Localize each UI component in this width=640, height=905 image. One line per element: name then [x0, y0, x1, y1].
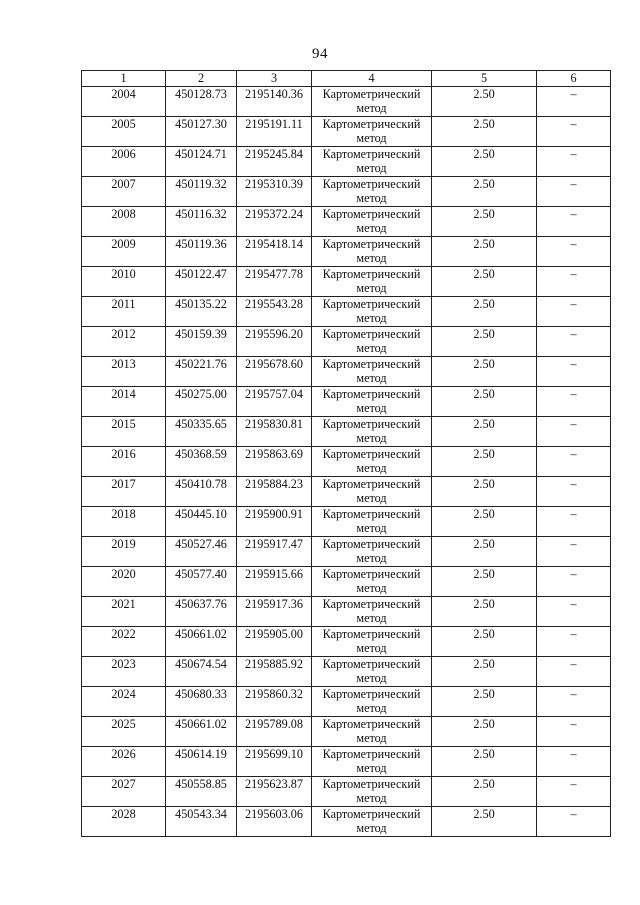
point-number-cell: 2022 — [82, 627, 166, 657]
y-coordinate-cell: 2195884.23 — [237, 477, 312, 507]
method-cell — [312, 177, 432, 207]
table-row — [82, 357, 611, 387]
x-coordinate-cell: 450680.33 — [166, 687, 237, 717]
accuracy-cell: 2.50 — [432, 357, 537, 387]
method-line-2: метод — [356, 641, 387, 655]
method-cell — [312, 717, 432, 747]
method-line-2: метод — [356, 161, 387, 175]
accuracy-cell: 2.50 — [432, 387, 537, 417]
table-row — [82, 687, 611, 717]
accuracy-cell: 2.50 — [432, 477, 537, 507]
method-cell — [312, 807, 432, 837]
table-row — [82, 537, 611, 567]
method-line-1: Картометрический — [322, 687, 421, 701]
method-cell — [312, 87, 432, 117]
column-header: 2 — [166, 71, 237, 87]
method-line-2: метод — [356, 461, 387, 475]
note-cell: – — [537, 747, 611, 777]
method-line-2: метод — [356, 761, 387, 775]
method-line-1: Картометрический — [322, 567, 421, 581]
method-line-2: метод — [356, 431, 387, 445]
method-line-2: метод — [356, 731, 387, 745]
method-line-2: метод — [356, 131, 387, 145]
method-line-1: Картометрический — [322, 417, 421, 431]
point-number-cell: 2025 — [82, 717, 166, 747]
note-cell: – — [537, 357, 611, 387]
method-cell — [312, 627, 432, 657]
table-row — [82, 117, 611, 147]
method-cell — [312, 147, 432, 177]
column-header: 3 — [237, 71, 312, 87]
method-line-2: метод — [356, 401, 387, 415]
table-row — [82, 87, 611, 117]
accuracy-cell: 2.50 — [432, 717, 537, 747]
y-coordinate-cell: 2195917.47 — [237, 537, 312, 567]
y-coordinate-cell: 2195372.24 — [237, 207, 312, 237]
method-line-1: Картометрический — [322, 717, 421, 731]
accuracy-cell: 2.50 — [432, 507, 537, 537]
method-cell — [312, 387, 432, 417]
y-coordinate-cell: 2195191.11 — [237, 117, 312, 147]
point-number-cell: 2011 — [82, 297, 166, 327]
method-cell — [312, 507, 432, 537]
accuracy-cell: 2.50 — [432, 147, 537, 177]
method-cell — [312, 687, 432, 717]
note-cell: – — [537, 237, 611, 267]
y-coordinate-cell: 2195596.20 — [237, 327, 312, 357]
note-cell: – — [537, 627, 611, 657]
column-header: 6 — [537, 71, 611, 87]
x-coordinate-cell: 450221.76 — [166, 357, 237, 387]
x-coordinate-cell: 450116.32 — [166, 207, 237, 237]
accuracy-cell: 2.50 — [432, 657, 537, 687]
y-coordinate-cell: 2195757.04 — [237, 387, 312, 417]
method-line-2: метод — [356, 341, 387, 355]
method-cell — [312, 477, 432, 507]
method-line-2: метод — [356, 551, 387, 565]
point-number-cell: 2013 — [82, 357, 166, 387]
method-line-2: метод — [356, 791, 387, 805]
method-cell — [312, 357, 432, 387]
table-body — [82, 87, 611, 837]
accuracy-cell: 2.50 — [432, 297, 537, 327]
method-line-1: Картометрический — [322, 657, 421, 671]
method-line-1: Картометрический — [322, 627, 421, 641]
method-cell — [312, 657, 432, 687]
x-coordinate-cell: 450127.30 — [166, 117, 237, 147]
method-line-2: метод — [356, 221, 387, 235]
note-cell: – — [537, 657, 611, 687]
table-row — [82, 597, 611, 627]
x-coordinate-cell: 450577.40 — [166, 567, 237, 597]
table-row — [82, 177, 611, 207]
y-coordinate-cell: 2195885.92 — [237, 657, 312, 687]
x-coordinate-cell: 450135.22 — [166, 297, 237, 327]
x-coordinate-cell: 450368.59 — [166, 447, 237, 477]
x-coordinate-cell: 450661.02 — [166, 717, 237, 747]
coordinates-table — [81, 70, 611, 837]
note-cell: – — [537, 297, 611, 327]
point-number-cell: 2028 — [82, 807, 166, 837]
method-line-2: метод — [356, 311, 387, 325]
accuracy-cell: 2.50 — [432, 117, 537, 147]
note-cell: – — [537, 477, 611, 507]
method-line-2: метод — [356, 101, 387, 115]
y-coordinate-cell: 2195830.81 — [237, 417, 312, 447]
accuracy-cell: 2.50 — [432, 627, 537, 657]
method-line-1: Картометрический — [322, 597, 421, 611]
y-coordinate-cell: 2195140.36 — [237, 87, 312, 117]
x-coordinate-cell: 450275.00 — [166, 387, 237, 417]
method-line-1: Картометрический — [322, 297, 421, 311]
table-row — [82, 777, 611, 807]
method-line-1: Картометрический — [322, 237, 421, 251]
page-number: 94 — [312, 46, 328, 62]
y-coordinate-cell: 2195917.36 — [237, 597, 312, 627]
note-cell: – — [537, 777, 611, 807]
point-number-cell: 2006 — [82, 147, 166, 177]
method-line-1: Картометрический — [322, 477, 421, 491]
y-coordinate-cell: 2195623.87 — [237, 777, 312, 807]
method-line-1: Картометрический — [322, 327, 421, 341]
accuracy-cell: 2.50 — [432, 447, 537, 477]
point-number-cell: 2024 — [82, 687, 166, 717]
accuracy-cell: 2.50 — [432, 267, 537, 297]
y-coordinate-cell: 2195418.14 — [237, 237, 312, 267]
accuracy-cell: 2.50 — [432, 177, 537, 207]
x-coordinate-cell: 450128.73 — [166, 87, 237, 117]
column-header: 4 — [312, 71, 432, 87]
method-line-1: Картометрический — [322, 357, 421, 371]
table-row — [82, 417, 611, 447]
y-coordinate-cell: 2195863.69 — [237, 447, 312, 477]
accuracy-cell: 2.50 — [432, 597, 537, 627]
point-number-cell: 2010 — [82, 267, 166, 297]
table-row — [82, 717, 611, 747]
method-line-2: метод — [356, 191, 387, 205]
note-cell: – — [537, 267, 611, 297]
method-line-2: метод — [356, 701, 387, 715]
method-cell — [312, 207, 432, 237]
x-coordinate-cell: 450159.39 — [166, 327, 237, 357]
note-cell: – — [537, 447, 611, 477]
table-row — [82, 627, 611, 657]
table-row — [82, 567, 611, 597]
y-coordinate-cell: 2195900.91 — [237, 507, 312, 537]
note-cell: – — [537, 717, 611, 747]
method-line-2: метод — [356, 491, 387, 505]
column-header: 1 — [82, 71, 166, 87]
point-number-cell: 2008 — [82, 207, 166, 237]
column-header: 5 — [432, 71, 537, 87]
method-line-1: Картометрический — [322, 207, 421, 221]
table-row — [82, 207, 611, 237]
accuracy-cell: 2.50 — [432, 687, 537, 717]
method-line-1: Картометрический — [322, 177, 421, 191]
y-coordinate-cell: 2195603.06 — [237, 807, 312, 837]
note-cell: – — [537, 567, 611, 597]
note-cell: – — [537, 177, 611, 207]
x-coordinate-cell: 450119.32 — [166, 177, 237, 207]
method-line-2: метод — [356, 521, 387, 535]
x-coordinate-cell: 450410.78 — [166, 477, 237, 507]
method-line-2: метод — [356, 371, 387, 385]
point-number-cell: 2014 — [82, 387, 166, 417]
note-cell: – — [537, 417, 611, 447]
x-coordinate-cell: 450527.46 — [166, 537, 237, 567]
x-coordinate-cell: 450558.85 — [166, 777, 237, 807]
point-number-cell: 2023 — [82, 657, 166, 687]
method-line-2: метод — [356, 251, 387, 265]
accuracy-cell: 2.50 — [432, 567, 537, 597]
accuracy-cell: 2.50 — [432, 777, 537, 807]
x-coordinate-cell: 450661.02 — [166, 627, 237, 657]
method-cell — [312, 297, 432, 327]
method-line-1: Картометрический — [322, 447, 421, 461]
point-number-cell: 2012 — [82, 327, 166, 357]
note-cell: – — [537, 597, 611, 627]
method-line-1: Картометрический — [322, 537, 421, 551]
method-line-1: Картометрический — [322, 117, 421, 131]
y-coordinate-cell: 2195543.28 — [237, 297, 312, 327]
method-line-1: Картометрический — [322, 747, 421, 761]
x-coordinate-cell: 450335.65 — [166, 417, 237, 447]
note-cell: – — [537, 387, 611, 417]
method-line-1: Картометрический — [322, 777, 421, 791]
point-number-cell: 2009 — [82, 237, 166, 267]
method-cell — [312, 327, 432, 357]
table-row — [82, 657, 611, 687]
accuracy-cell: 2.50 — [432, 537, 537, 567]
y-coordinate-cell: 2195678.60 — [237, 357, 312, 387]
point-number-cell: 2005 — [82, 117, 166, 147]
method-line-1: Картометрический — [322, 87, 421, 101]
method-line-1: Картометрический — [322, 267, 421, 281]
point-number-cell: 2019 — [82, 537, 166, 567]
table-row — [82, 807, 611, 837]
method-line-1: Картометрический — [322, 807, 421, 821]
y-coordinate-cell: 2195245.84 — [237, 147, 312, 177]
accuracy-cell: 2.50 — [432, 327, 537, 357]
method-line-1: Картометрический — [322, 507, 421, 521]
table-row — [82, 297, 611, 327]
note-cell: – — [537, 87, 611, 117]
method-line-2: метод — [356, 611, 387, 625]
point-number-cell: 2017 — [82, 477, 166, 507]
x-coordinate-cell: 450543.34 — [166, 807, 237, 837]
point-number-cell: 2026 — [82, 747, 166, 777]
x-coordinate-cell: 450124.71 — [166, 147, 237, 177]
table-row — [82, 507, 611, 537]
header-row — [82, 71, 611, 87]
accuracy-cell: 2.50 — [432, 807, 537, 837]
method-cell — [312, 447, 432, 477]
table-row — [82, 237, 611, 267]
accuracy-cell: 2.50 — [432, 417, 537, 447]
table-row — [82, 147, 611, 177]
y-coordinate-cell: 2195860.32 — [237, 687, 312, 717]
y-coordinate-cell: 2195915.66 — [237, 567, 312, 597]
note-cell: – — [537, 507, 611, 537]
y-coordinate-cell: 2195477.78 — [237, 267, 312, 297]
method-cell — [312, 777, 432, 807]
x-coordinate-cell: 450445.10 — [166, 507, 237, 537]
y-coordinate-cell: 2195905.00 — [237, 627, 312, 657]
method-line-2: метод — [356, 671, 387, 685]
method-line-1: Картометрический — [322, 147, 421, 161]
point-number-cell: 2007 — [82, 177, 166, 207]
method-line-2: метод — [356, 821, 387, 835]
note-cell: – — [537, 207, 611, 237]
table-row — [82, 267, 611, 297]
method-line-1: Картометрический — [322, 387, 421, 401]
note-cell: – — [537, 537, 611, 567]
method-cell — [312, 267, 432, 297]
note-cell: – — [537, 687, 611, 717]
y-coordinate-cell: 2195310.39 — [237, 177, 312, 207]
method-cell — [312, 567, 432, 597]
table-row — [82, 327, 611, 357]
method-line-2: метод — [356, 281, 387, 295]
method-cell — [312, 237, 432, 267]
point-number-cell: 2018 — [82, 507, 166, 537]
point-number-cell: 2020 — [82, 567, 166, 597]
table-header — [82, 71, 611, 87]
point-number-cell: 2004 — [82, 87, 166, 117]
x-coordinate-cell: 450614.19 — [166, 747, 237, 777]
table-row — [82, 747, 611, 777]
method-cell — [312, 537, 432, 567]
x-coordinate-cell: 450637.76 — [166, 597, 237, 627]
method-line-2: метод — [356, 581, 387, 595]
point-number-cell: 2027 — [82, 777, 166, 807]
note-cell: – — [537, 327, 611, 357]
table-row — [82, 477, 611, 507]
accuracy-cell: 2.50 — [432, 207, 537, 237]
point-number-cell: 2015 — [82, 417, 166, 447]
table-row — [82, 447, 611, 477]
method-cell — [312, 747, 432, 777]
accuracy-cell: 2.50 — [432, 237, 537, 267]
method-cell — [312, 117, 432, 147]
x-coordinate-cell: 450674.54 — [166, 657, 237, 687]
method-cell — [312, 597, 432, 627]
method-cell — [312, 417, 432, 447]
point-number-cell: 2021 — [82, 597, 166, 627]
accuracy-cell: 2.50 — [432, 87, 537, 117]
x-coordinate-cell: 450119.36 — [166, 237, 237, 267]
y-coordinate-cell: 2195699.10 — [237, 747, 312, 777]
table-row — [82, 387, 611, 417]
point-number-cell: 2016 — [82, 447, 166, 477]
note-cell: – — [537, 117, 611, 147]
accuracy-cell: 2.50 — [432, 747, 537, 777]
note-cell: – — [537, 147, 611, 177]
y-coordinate-cell: 2195789.08 — [237, 717, 312, 747]
note-cell: – — [537, 807, 611, 837]
x-coordinate-cell: 450122.47 — [166, 267, 237, 297]
